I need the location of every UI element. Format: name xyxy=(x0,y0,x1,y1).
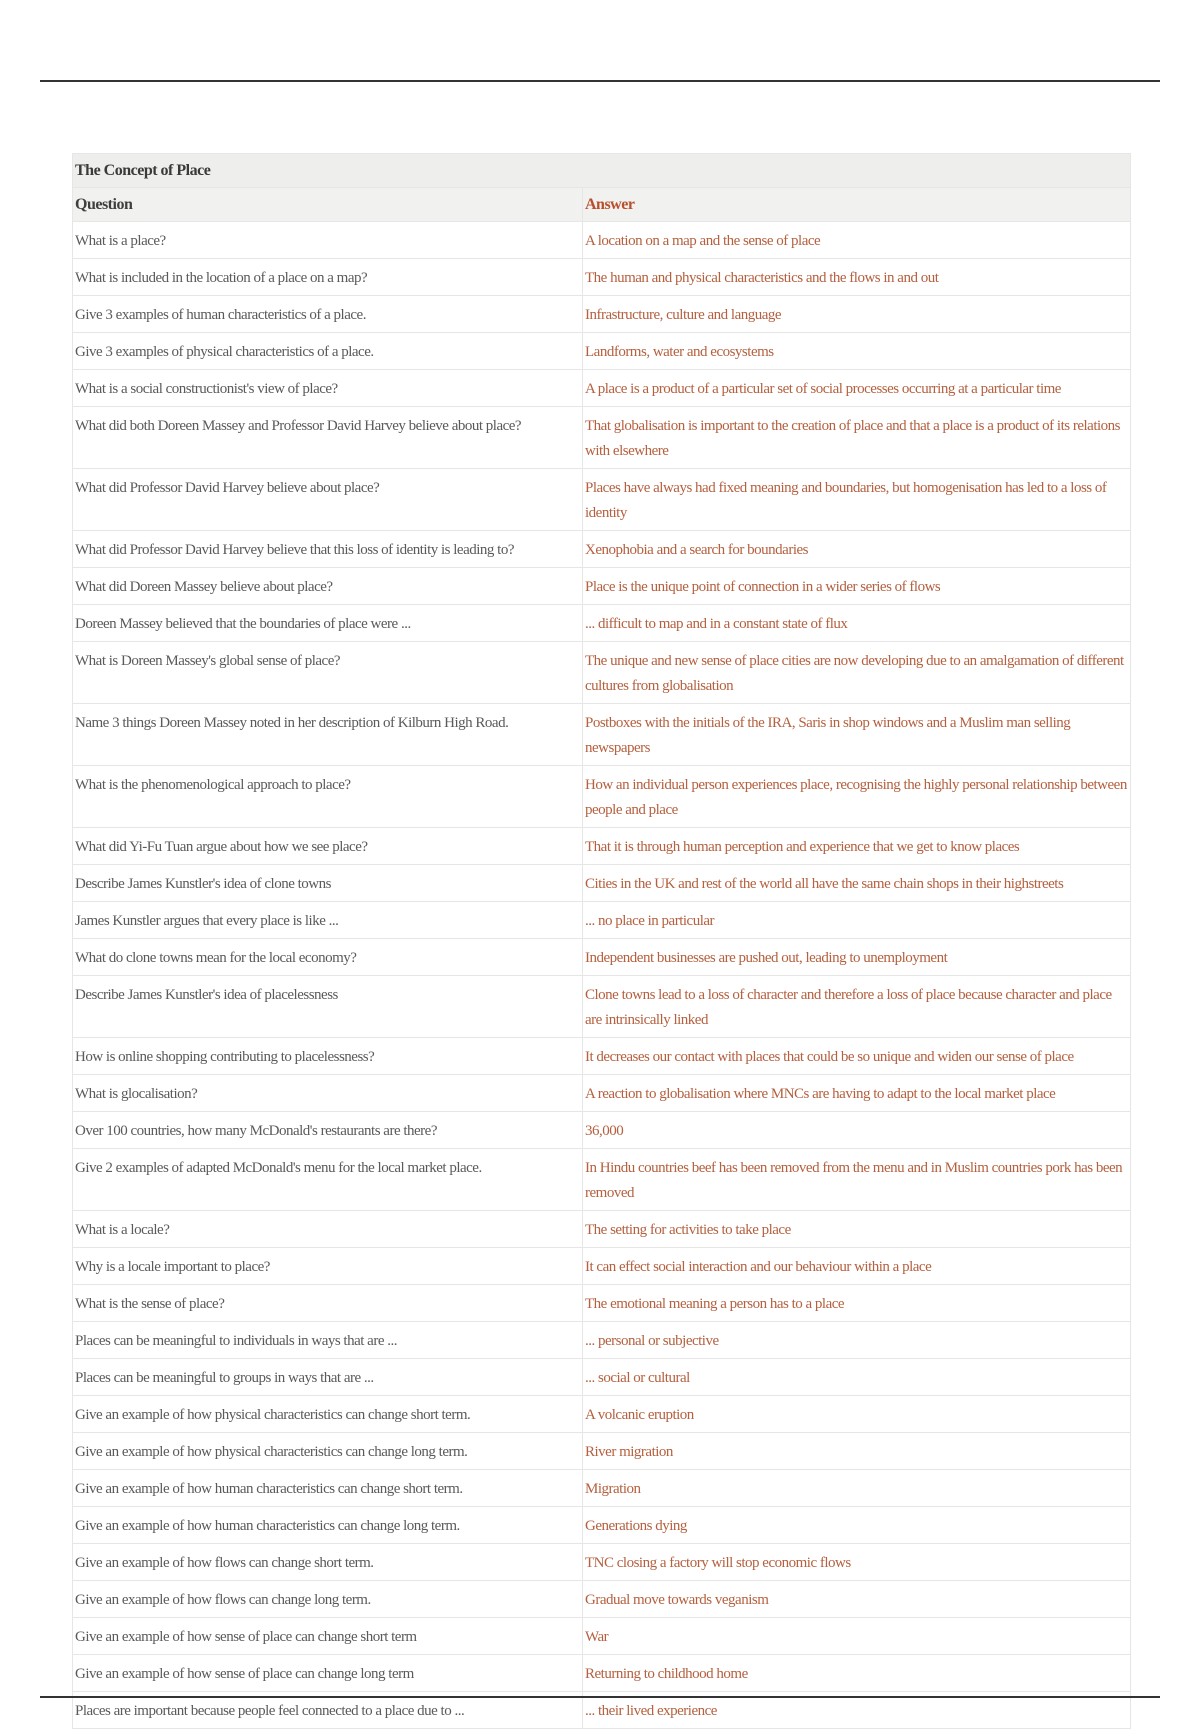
question-cell: What is a locale? xyxy=(73,1211,583,1248)
table-row xyxy=(73,1322,1131,1359)
table-row xyxy=(73,1433,1131,1470)
answer-cell: War xyxy=(583,1618,1131,1655)
answer-cell: Infrastructure, culture and language xyxy=(583,296,1131,333)
answer-cell: The unique and new sense of place cities are now developing due to an amalgamation of different cultures from globalisation xyxy=(583,642,1131,704)
answer-cell: 36,000 xyxy=(583,1112,1131,1149)
flashcard-sheet xyxy=(72,153,1130,1729)
answer-column-header: Answer xyxy=(583,188,1131,222)
question-cell: Describe James Kunstler's idea of clone towns xyxy=(73,865,583,902)
question-cell: Give an example of how human characteristics can change long term. xyxy=(73,1507,583,1544)
table-row xyxy=(73,1470,1131,1507)
question-cell: What did Doreen Massey believe about place? xyxy=(73,568,583,605)
question-answer-table xyxy=(72,153,1131,1729)
answer-cell: It decreases our contact with places that could be so unique and widen our sense of place xyxy=(583,1038,1131,1075)
question-cell: Give an example of how physical characteristics can change short term. xyxy=(73,1396,583,1433)
answer-cell: Migration xyxy=(583,1470,1131,1507)
table-row xyxy=(73,222,1131,259)
answer-cell: A volcanic eruption xyxy=(583,1396,1131,1433)
question-cell: What is included in the location of a place on a map? xyxy=(73,259,583,296)
question-cell: Places are important because people feel connected to a place due to ... xyxy=(73,1692,583,1729)
question-cell: Describe James Kunstler's idea of placelessness xyxy=(73,976,583,1038)
question-cell: Give 3 examples of physical characteristics of a place. xyxy=(73,333,583,370)
table-caption: The Concept of Place xyxy=(73,154,1131,188)
question-cell: Over 100 countries, how many McDonald's restaurants are there? xyxy=(73,1112,583,1149)
table-row xyxy=(73,1038,1131,1075)
table-row xyxy=(73,568,1131,605)
question-cell: Give an example of how sense of place can change long term xyxy=(73,1655,583,1692)
table-row xyxy=(73,976,1131,1038)
question-cell: James Kunstler argues that every place is like ... xyxy=(73,902,583,939)
table-row xyxy=(73,766,1131,828)
question-cell: What is a place? xyxy=(73,222,583,259)
table-row xyxy=(73,1149,1131,1211)
table-row xyxy=(73,1359,1131,1396)
answer-cell: A reaction to globalisation where MNCs are having to adapt to the local market place xyxy=(583,1075,1131,1112)
table-row xyxy=(73,704,1131,766)
answer-cell: Postboxes with the initials of the IRA, Saris in shop windows and a Muslim man selling newspapers xyxy=(583,704,1131,766)
question-cell: Give 2 examples of adapted McDonald's menu for the local market place. xyxy=(73,1149,583,1211)
answer-cell: The setting for activities to take place xyxy=(583,1211,1131,1248)
question-cell: What did Professor David Harvey believe that this loss of identity is leading to? xyxy=(73,531,583,568)
question-cell: What is a social constructionist's view of place? xyxy=(73,370,583,407)
table-row xyxy=(73,296,1131,333)
table-row xyxy=(73,407,1131,469)
table-row xyxy=(73,259,1131,296)
answer-cell: Returning to childhood home xyxy=(583,1655,1131,1692)
answer-cell: Cities in the UK and rest of the world all have the same chain shops in their highstreets xyxy=(583,865,1131,902)
answer-cell: Place is the unique point of connection in a wider series of flows xyxy=(583,568,1131,605)
question-cell: What did Professor David Harvey believe about place? xyxy=(73,469,583,531)
answer-cell: That globalisation is important to the creation of place and that a place is a product of its relations with elsewhere xyxy=(583,407,1131,469)
table-row xyxy=(73,333,1131,370)
question-cell: Places can be meaningful to individuals in ways that are ... xyxy=(73,1322,583,1359)
answer-cell: ... difficult to map and in a constant state of flux xyxy=(583,605,1131,642)
table-caption-row xyxy=(73,154,1131,188)
answer-cell: TNC closing a factory will stop economic flows xyxy=(583,1544,1131,1581)
answer-cell: A place is a product of a particular set of social processes occurring at a particular time xyxy=(583,370,1131,407)
answer-cell: In Hindu countries beef has been removed from the menu and in Muslim countries pork has been removed xyxy=(583,1149,1131,1211)
question-cell: Doreen Massey believed that the boundaries of place were ... xyxy=(73,605,583,642)
answer-cell: Gradual move towards veganism xyxy=(583,1581,1131,1618)
question-cell: Give 3 examples of human characteristics of a place. xyxy=(73,296,583,333)
question-cell: What did Yi-Fu Tuan argue about how we see place? xyxy=(73,828,583,865)
table-header-row xyxy=(73,188,1131,222)
answer-cell: River migration xyxy=(583,1433,1131,1470)
question-column-header: Question xyxy=(73,188,583,222)
table-row xyxy=(73,642,1131,704)
table-row xyxy=(73,469,1131,531)
table-row xyxy=(73,1544,1131,1581)
footer-rule xyxy=(40,1696,1160,1698)
answer-cell: A location on a map and the sense of place xyxy=(583,222,1131,259)
table-row xyxy=(73,1285,1131,1322)
answer-cell: The human and physical characteristics and the flows in and out xyxy=(583,259,1131,296)
table-row xyxy=(73,1075,1131,1112)
table-row xyxy=(73,902,1131,939)
answer-cell: The emotional meaning a person has to a place xyxy=(583,1285,1131,1322)
table-row xyxy=(73,828,1131,865)
question-cell: Give an example of how physical characteristics can change long term. xyxy=(73,1433,583,1470)
question-cell: What is the phenomenological approach to place? xyxy=(73,766,583,828)
table-row xyxy=(73,1507,1131,1544)
question-cell: What is glocalisation? xyxy=(73,1075,583,1112)
answer-cell: Places have always had fixed meaning and boundaries, but homogenisation has led to a loss of identity xyxy=(583,469,1131,531)
table-row xyxy=(73,1655,1131,1692)
table-row xyxy=(73,939,1131,976)
table-row xyxy=(73,605,1131,642)
answer-cell: Xenophobia and a search for boundaries xyxy=(583,531,1131,568)
table-row xyxy=(73,865,1131,902)
table-row xyxy=(73,370,1131,407)
answer-cell: ... personal or subjective xyxy=(583,1322,1131,1359)
table-row xyxy=(73,1581,1131,1618)
question-cell: Give an example of how flows can change short term. xyxy=(73,1544,583,1581)
answer-cell: Landforms, water and ecosystems xyxy=(583,333,1131,370)
answer-cell: ... social or cultural xyxy=(583,1359,1131,1396)
table-row xyxy=(73,1618,1131,1655)
answer-cell: How an individual person experiences place, recognising the highly personal relationship between people and place xyxy=(583,766,1131,828)
table-row xyxy=(73,1396,1131,1433)
question-cell: What do clone towns mean for the local economy? xyxy=(73,939,583,976)
answer-cell: That it is through human perception and experience that we get to know places xyxy=(583,828,1131,865)
table-body xyxy=(73,222,1131,1729)
table-row xyxy=(73,531,1131,568)
answer-cell: Clone towns lead to a loss of character and therefore a loss of place because character and place are intrinsically linked xyxy=(583,976,1131,1038)
table-row xyxy=(73,1248,1131,1285)
question-cell: Give an example of how sense of place can change short term xyxy=(73,1618,583,1655)
answer-cell: ... their lived experience xyxy=(583,1692,1131,1729)
answer-cell: Generations dying xyxy=(583,1507,1131,1544)
question-cell: Name 3 things Doreen Massey noted in her description of Kilburn High Road. xyxy=(73,704,583,766)
question-cell: Places can be meaningful to groups in ways that are ... xyxy=(73,1359,583,1396)
answer-cell: ... no place in particular xyxy=(583,902,1131,939)
question-cell: How is online shopping contributing to placelessness? xyxy=(73,1038,583,1075)
question-cell: What is the sense of place? xyxy=(73,1285,583,1322)
question-cell: Give an example of how human characteristics can change short term. xyxy=(73,1470,583,1507)
answer-cell: Independent businesses are pushed out, leading to unemployment xyxy=(583,939,1131,976)
table-row xyxy=(73,1211,1131,1248)
question-cell: Why is a locale important to place? xyxy=(73,1248,583,1285)
question-cell: What is Doreen Massey's global sense of place? xyxy=(73,642,583,704)
question-cell: Give an example of how flows can change long term. xyxy=(73,1581,583,1618)
answer-cell: It can effect social interaction and our behaviour within a place xyxy=(583,1248,1131,1285)
header-rule xyxy=(40,80,1160,82)
question-cell: What did both Doreen Massey and Professor David Harvey believe about place? xyxy=(73,407,583,469)
table-row xyxy=(73,1112,1131,1149)
